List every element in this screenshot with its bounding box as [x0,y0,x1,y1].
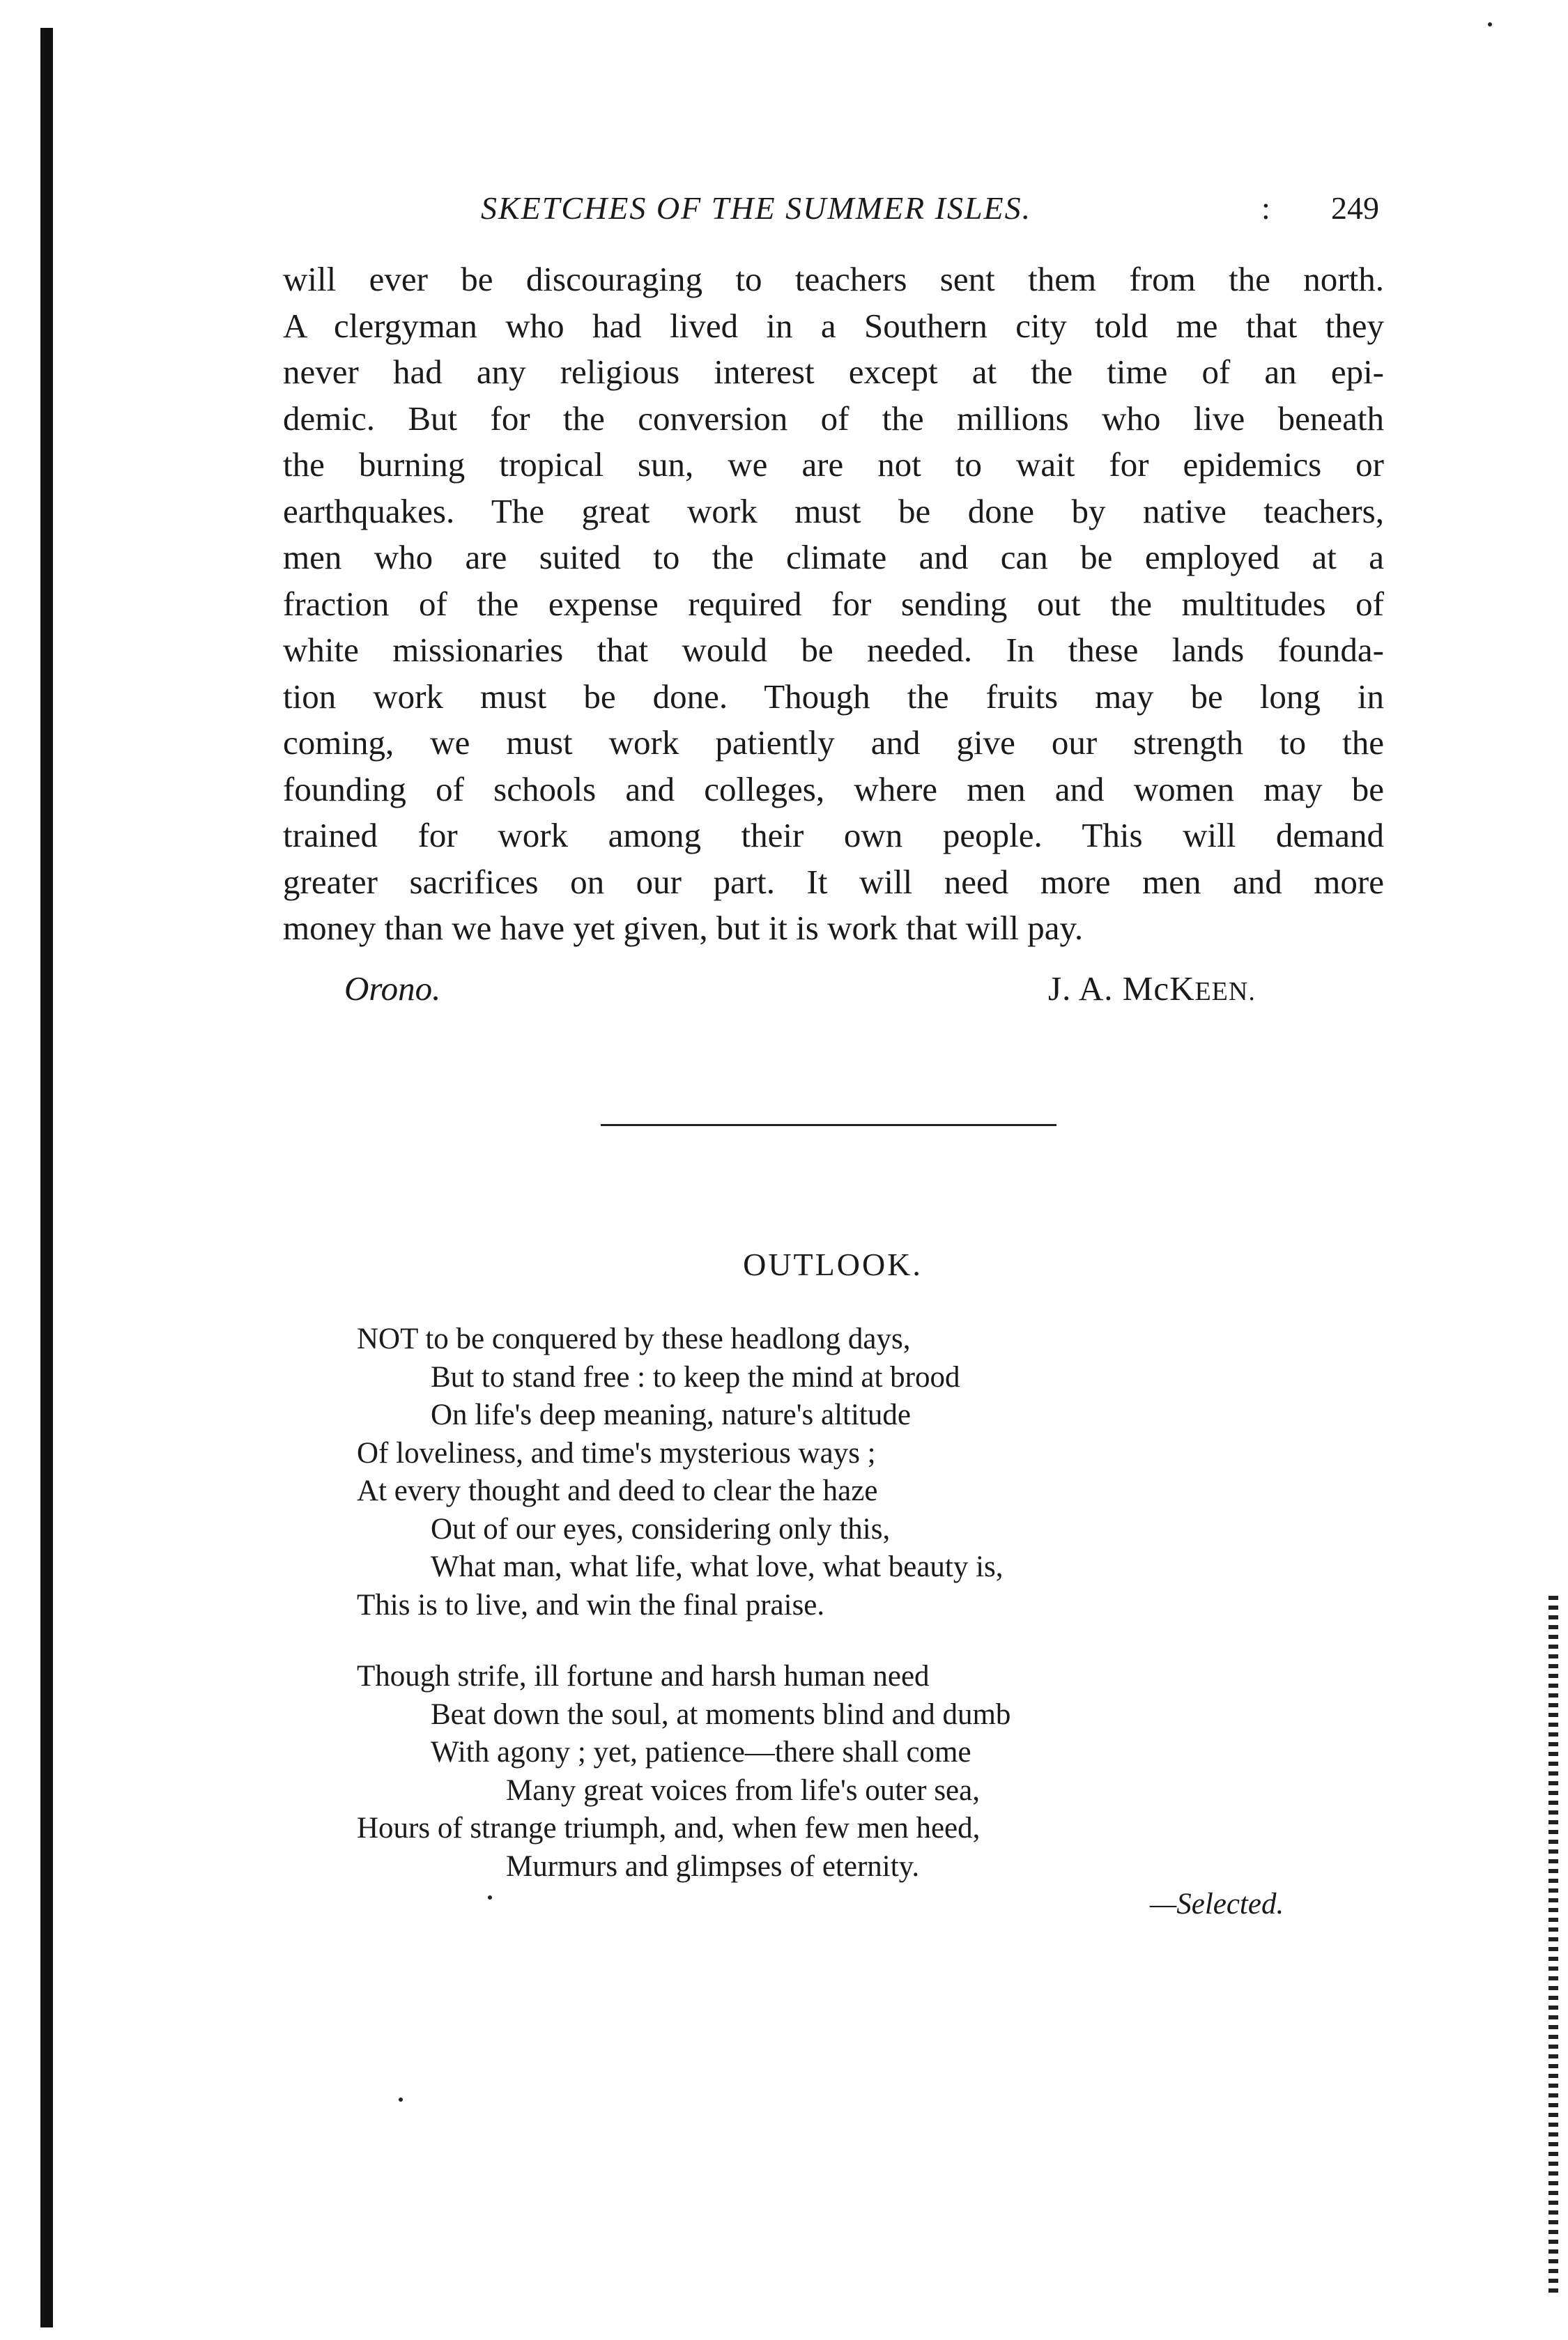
prose-line: greater sacrifices on our part. It will need more men and more [283,862,1384,901]
prose-line: tion work must be done. Though the fruits may be long in [283,677,1384,716]
stanza-break [357,1624,1263,1658]
prose-line: fraction of the expense required for sending out the multitudes of [283,584,1384,623]
print-speck [399,2097,403,2102]
poem-line: Though strife, ill fortune and harsh human need [357,1660,930,1693]
running-header [481,190,1387,238]
section-divider [601,1124,1056,1126]
prose-line: coming, we must work patiently and give our strength to the [283,723,1384,762]
header-separator: : [1261,190,1272,226]
author-een: EEN. [1194,977,1256,1006]
poem-line: With agony ; yet, patience—there shall come [431,1736,971,1769]
poem-body [357,1321,1263,1886]
signoff-author [1048,969,1256,1008]
poem-line: Murmurs and glimpses of eternity. [506,1849,920,1883]
poem-line: On life's deep meaning, nature's altitude [431,1399,911,1431]
running-title: SKETCHES OF THE SUMMER ISLES. [481,190,1032,226]
poem-title-text: OUTLOOK. [743,1247,923,1282]
poem-line: Many great voices from life's outer sea, [506,1773,980,1807]
prose-line: white missionaries that would be needed. In these lands founda- [283,631,1384,669]
page-number: 249 [1331,190,1379,226]
poem-line: But to stand free : to keep the mind at brood [431,1360,960,1394]
article-body [283,256,1384,952]
prose-line: founding of schools and colleges, where men and women may be [283,769,1384,808]
poem-line: Of loveliness, and time's mysterious ways ; [357,1436,876,1470]
prose-line: A clergyman who had lived in a Southern city told me that they [283,306,1384,345]
poem-line: NOT to be conquered by these headlong days, [357,1323,911,1355]
prose-line: men who are suited to the climate and can be employed at a [283,538,1384,576]
prose-line: the burning tropical sun, we are not to wait for epidemics or [283,445,1384,484]
author-c: c [1153,969,1170,1008]
poem-line: This is to live, and win the final praise. [357,1588,825,1622]
prose-line: money than we have yet given, but it is work that will pay. [283,909,1084,947]
prose-line: will ever be discouraging to teachers sent them from the north. [283,260,1384,298]
prose-line: trained for work among their own people. This will demand [283,816,1384,854]
signoff-place: Orono. [344,969,441,1008]
prose-line: demic. But for the conversion of the millions who live beneath [283,399,1384,438]
page-edge-marks [1548,1596,1558,2293]
prose-line: earthquakes. The great work must be done by native teachers, [283,491,1384,530]
author-initials: J. A. M [1048,969,1154,1008]
poem-line: Out of our eyes, considering only this, [431,1512,891,1546]
article-signoff [344,969,1320,1017]
book-spine-shadow [40,28,53,2327]
poem-title [0,1246,1568,1283]
poem-line: Beat down the soul, at moments blind and dumb [431,1698,1011,1731]
author-k: K [1169,969,1195,1008]
poem-attribution: —Selected. [1150,1888,1284,1921]
poem-line: What man, what life, what love, what beauty is, [431,1550,1004,1583]
poem-line: At every thought and deed to clear the haze [357,1475,878,1507]
poem-line: Hours of strange triumph, and, when few men heed, [357,1812,981,1845]
prose-line: never had any religious interest except at the time of an epi- [283,353,1384,391]
print-speck [488,1895,492,1900]
print-speck [1488,22,1492,26]
